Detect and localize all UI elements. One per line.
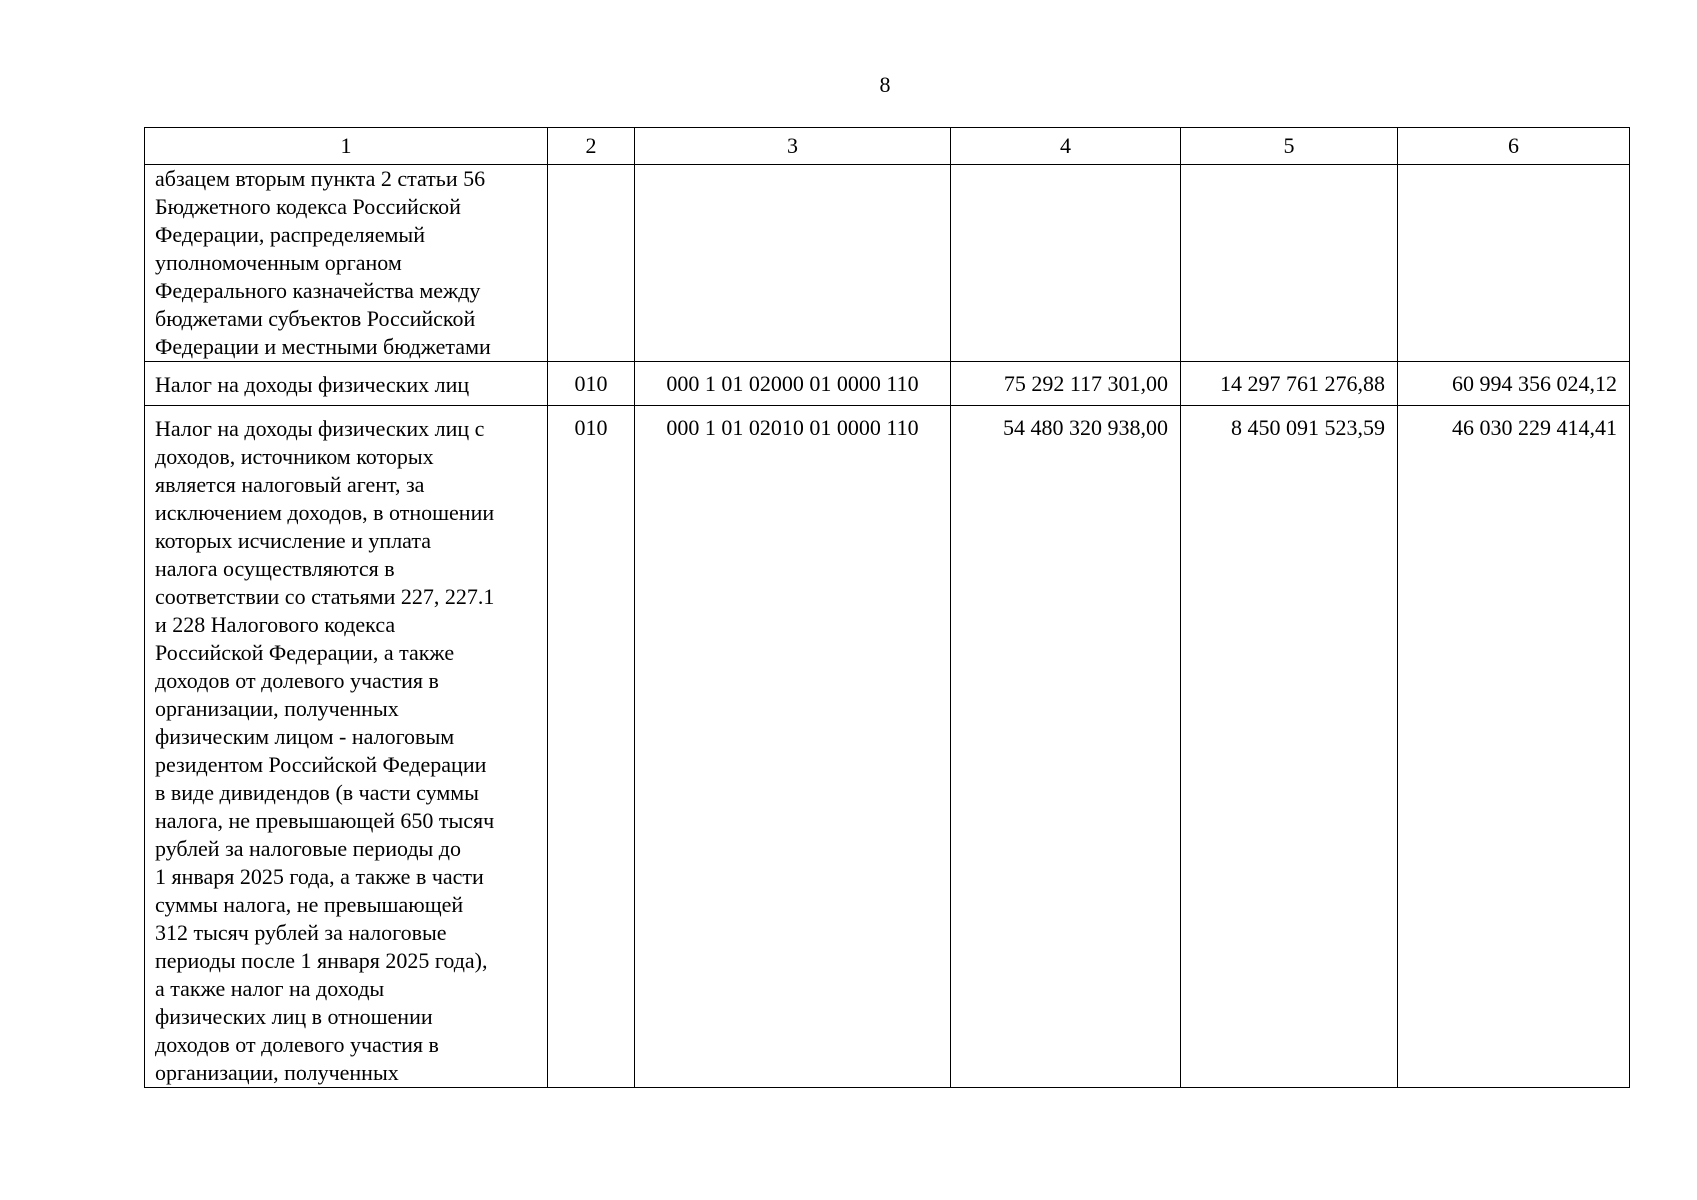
- revenue-table: [144, 127, 1630, 1088]
- row-executed-cell: [1181, 165, 1398, 362]
- row-unexecuted: 46 030 229 414,41: [1452, 415, 1617, 440]
- row-name-cell: [145, 165, 548, 362]
- row-unexecuted-cell: [1398, 165, 1630, 362]
- row-unexecuted: [1398, 165, 1629, 174]
- table-row: [145, 165, 1630, 362]
- row-kbk: 000 1 01 02010 01 0000 110: [666, 415, 919, 440]
- column-header-4: 4: [951, 128, 1181, 165]
- header-row: [145, 128, 1630, 165]
- row-approved: 75 292 117 301,00: [1003, 371, 1168, 396]
- row-unexecuted: 60 994 356 024,12: [1452, 371, 1617, 396]
- column-header-1: 1: [145, 128, 548, 165]
- row-executed: [1181, 165, 1397, 174]
- row-code-cell: [548, 362, 635, 406]
- column-header-2: 2: [548, 128, 635, 165]
- row-approved-cell: [951, 362, 1181, 406]
- row-executed-cell: [1181, 406, 1398, 1088]
- column-header-3: 3: [635, 128, 951, 165]
- row-kbk-cell: [635, 362, 951, 406]
- row-approved: 54 480 320 938,00: [1003, 415, 1168, 440]
- row-approved-cell: [951, 406, 1181, 1088]
- row-approved-cell: [951, 165, 1181, 362]
- page-number: 8: [879, 72, 891, 97]
- row-approved: [951, 165, 1180, 174]
- row-kbk-cell: [635, 406, 951, 1088]
- row-name: абзацем вторым пункта 2 статьи 56 Бюджетного кодекса Российской Федерации, распределяемый уполномоченным органом Федерального казначейства между бюджетами субъектов Российской Федерации и местными бюджетами: [155, 166, 491, 359]
- row-kbk: [635, 165, 950, 174]
- row-code-cell: [548, 165, 635, 362]
- row-code: [548, 165, 634, 174]
- table-row: [145, 406, 1630, 1088]
- row-unexecuted-cell: [1398, 362, 1630, 406]
- row-name: Налог на доходы физических лиц с доходов, источником которых является налоговый агент, за исключением доходов, в отношении которых исчисление и уплата налога осуществляются в соответствии со статьями 227, 227.1 и 228 Налогового кодекса Российской Федерации, а также доходов от долевого участия в организации, полученных физическим лицом - налоговым резидентом Российской Федерации в виде дивидендов (в части суммы налога, не превышающей 650 тысяч рублей за налоговые периоды до 1 января 2025 года, а также в части суммы налога, не превышающей 312 тысяч рублей за налоговые периоды после 1 января 2025 года), а также налог на доходы физических лиц в отношении доходов от долевого участия в организации, полученных: [155, 416, 495, 1085]
- row-unexecuted-cell: [1398, 406, 1630, 1088]
- row-code-cell: [548, 406, 635, 1088]
- column-header-6: 6: [1398, 128, 1630, 165]
- column-header-5: 5: [1181, 128, 1398, 165]
- row-executed: 8 450 091 523,59: [1231, 415, 1385, 440]
- row-name-cell: [145, 406, 548, 1088]
- row-name: Налог на доходы физических лиц: [155, 372, 470, 397]
- row-code: 010: [574, 371, 608, 396]
- row-executed: 14 297 761 276,88: [1220, 371, 1385, 396]
- row-code: 010: [574, 415, 608, 440]
- row-executed-cell: [1181, 362, 1398, 406]
- row-name-cell: [145, 362, 548, 406]
- row-kbk: 000 1 01 02000 01 0000 110: [666, 371, 919, 396]
- table-row: [145, 362, 1630, 406]
- row-kbk-cell: [635, 165, 951, 362]
